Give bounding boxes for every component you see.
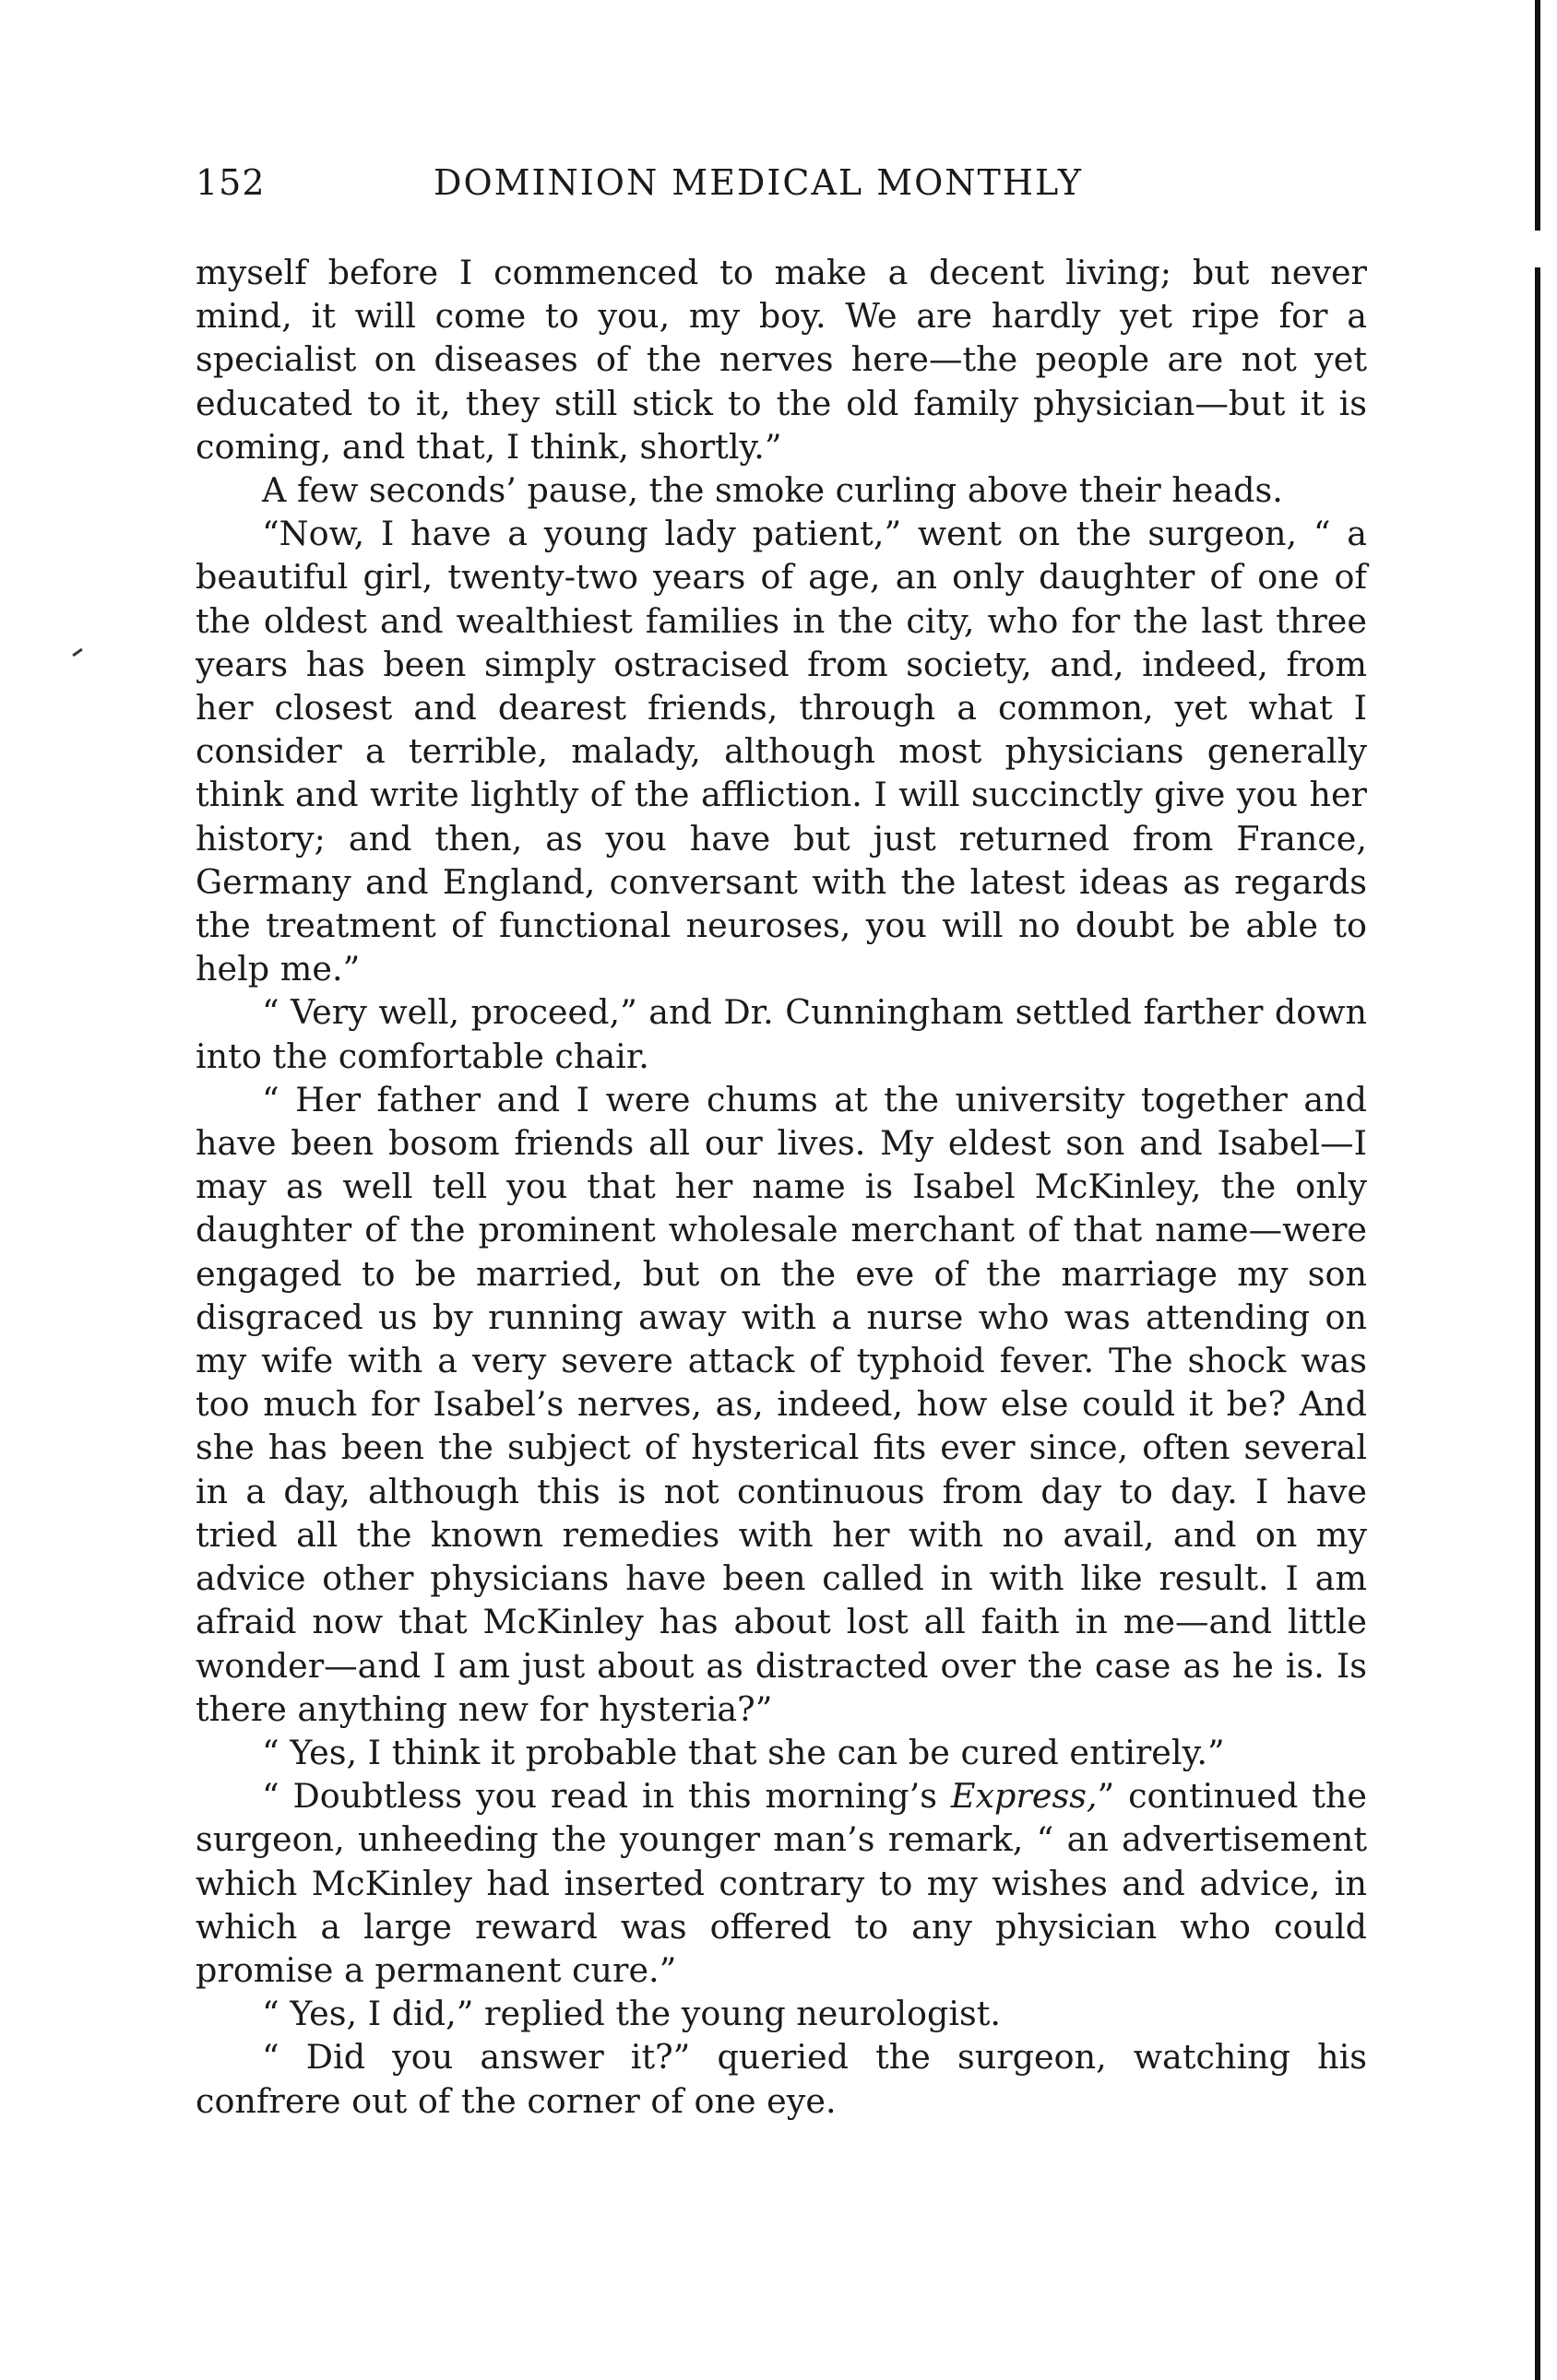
paragraph xyxy=(196,1774,1367,1992)
page-edge-shadow xyxy=(1535,0,1540,2380)
paragraph: “ Did you answer it?” queried the surgeon, watching his confrere out of the corner of one eye. xyxy=(196,2037,1367,2121)
newspaper-title: Express, xyxy=(950,1776,1098,1817)
paragraph: “ Yes, I did,” replied the young neurologist. xyxy=(262,1994,1002,2034)
paragraph: “Now, I have a young lady patient,” went on the surgeon, “ a beautiful girl, twenty-two years of age, an only daughter of one of the oldest and wealthiest families in the city, who for the last three years has been simply ostracised from society, and, indeed, from her closest and dearest friends, through a common, yet what I consider a terrible, malady, although most physicians generally think and write lightly of the affliction. I will succinctly give you her history; and then, as you have but just returned from France, Germany and England, conversant with the latest ideas as regards the treatment of functional neuroses, you will no doubt be able to help me.” xyxy=(196,514,1367,989)
body-text xyxy=(196,251,1367,2123)
paragraph: “ Very well, proceed,” and Dr. Cunningham settled farther down into the comfortable chair. xyxy=(196,992,1367,1076)
paragraph: “ Her father and I were chums at the university together and have been bosom friends all our lives. My eldest son and Isabel—I may as well tell you that her name is Isabel McKinley, the only daughter of the prominent wholesale merchant of that name—were engaged to be married, but on the eve of the marriage my son disgraced us by running away with a nurse who was attending on my wife with a very severe attack of typhoid fever. The shock was too much for Isabel’s nerves, as, indeed, how else could it be? And she has been the subject of hysterical fits ever since, often several in a day, although this is not continuous from day to day. I have tried all the known remedies with her with no avail, and on my advice other physicians have been called in with like result. I am afraid now that McKinley has about lost all faith in me—and little wonder—and I am just about as distracted over the case as he is. Is there anything new for hysteria?” xyxy=(196,1079,1367,1729)
running-head xyxy=(196,162,1367,208)
journal-title: DOMINION MEDICAL MONTHLY xyxy=(434,162,1083,203)
page-number: 152 xyxy=(196,162,266,203)
margin-mark xyxy=(72,648,83,657)
paragraph: “ Yes, I think it probable that she can be cured entirely.” xyxy=(262,1732,1225,1772)
page-edge-gap xyxy=(1531,231,1546,267)
paragraph: A few seconds’ pause, the smoke curling above their heads. xyxy=(262,470,1283,511)
paragraph: myself before I commenced to make a decent living; but never mind, it will come to you, my boy. We are hardly yet ripe for a specialist on diseases of the nerves here—the people are not yet educated to it, they still stick to the old family physician—but it is coming, and that, I think, shortly.” xyxy=(196,253,1367,467)
paragraph-text-post: ” continued the surgeon, unheeding the younger man’s remark, “ an advertisement which McKinley had inserted contrary to my wishes and advice, in which a large reward was offered to any physician who could promise a permanent cure.” xyxy=(196,1776,1367,1990)
paragraph-text-pre: “ Doubtless you read in this morning’s xyxy=(262,1776,951,1817)
